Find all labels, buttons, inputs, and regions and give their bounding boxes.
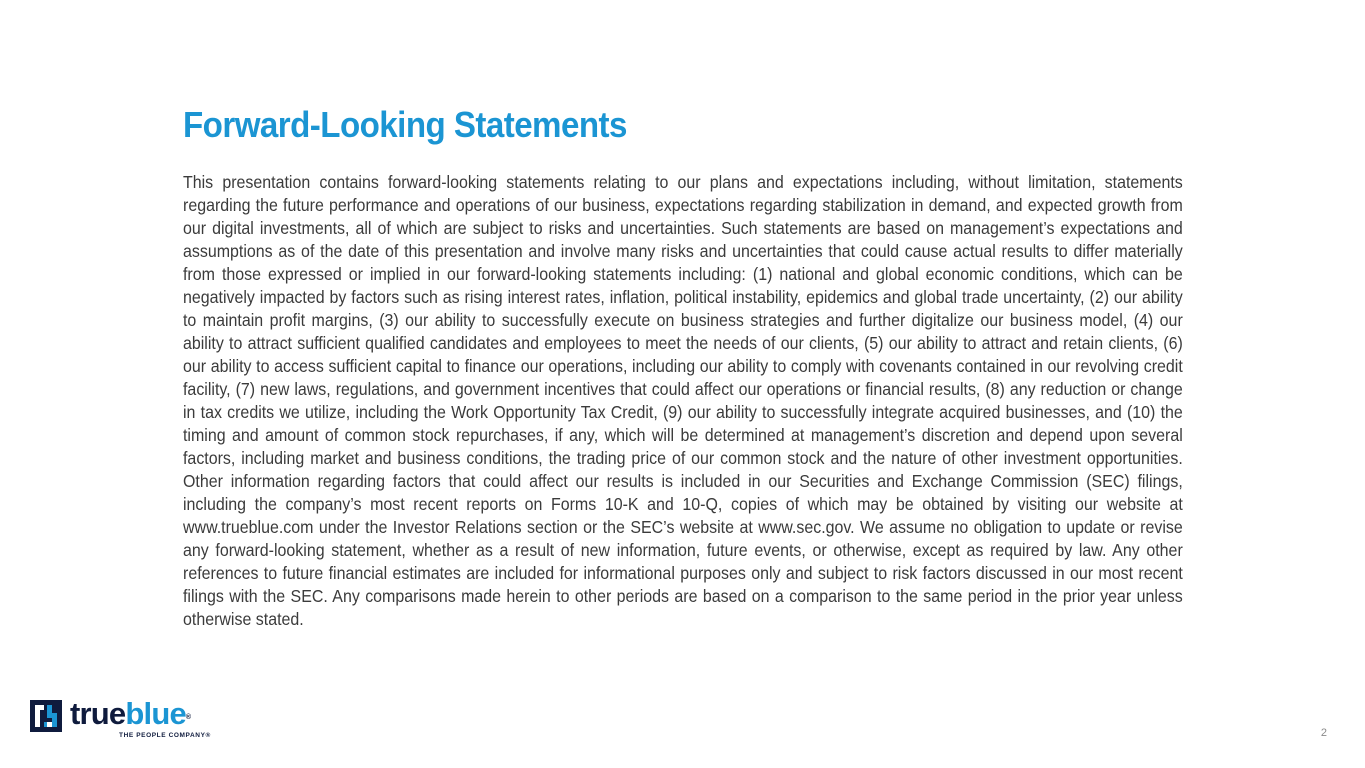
page-number: 2 xyxy=(1320,727,1327,739)
logo-word-blue: blue xyxy=(125,696,186,731)
slide-title: Forward-Looking Statements xyxy=(183,104,627,145)
trueblue-logo xyxy=(30,696,220,743)
forward-looking-statement-text: This presentation contains forward-looking statements relating to our plans and expectations including, without limitation, statements regarding the future performance and operations of our business, expectations regarding stabilization in demand, and expected growth from our digital investments, all of which are subject to risks and uncertainties. Such statements are based on management’s expectations and assumptions as of the date of this presentation and involve many risks and uncertainties that could cause actual results to differ materially from those expressed or implied in our forward-looking statements including: (1) national and global economic conditions, which can be negatively impacted by factors such as rising interest rates, inflation, political instability, epidemics and global trade uncertainty, (2) our ability to maintain profit margins, (3) our ability to successfully execute on business strategies and further digitalize our business model, (4) our ability to attract sufficient qualified candidates and employees to meet the needs of our clients, (5) our ability to attract and retain clients, (6) our ability to access sufficient capital to finance our operations, including our ability to comply with covenants contained in our revolving credit facility, (7) new laws, regulations, and government incentives that could affect our operations or financial results, (8) any reduction or change in tax credits we utilize, including the Work Opportunity Tax Credit, (9) our ability to successfully integrate acquired businesses, and (10) the timing and amount of common stock repurchases, if any, which will be determined at management’s discretion and depend upon several factors, including market and business conditions, the trading price of our common stock and the nature of other investment opportunities. Other information regarding factors that could affect our results is included in our Securities and Exchange Commission (SEC) filings, including the company’s most recent reports on Forms 10-K and 10-Q, copies of which may be obtained by visiting our website at www.trueblue.com under the Investor Relations section or the SEC’s website at www.sec.gov. We assume no obligation to update or revise any forward-looking statement, whether as a result of new information, future events, or otherwise, except as required by law. Any other references to future financial estimates are included for informational purposes only and subject to risk factors discussed in our most recent filings with the SEC. Any comparisons made herein to other periods are based on a comparison to the same period in the prior year unless otherwise stated. xyxy=(183,172,1183,629)
trueblue-mark-icon xyxy=(30,700,62,732)
logo-registered-mark: ® xyxy=(185,714,192,721)
logo-tagline: THE PEOPLE COMPANY® xyxy=(119,732,211,739)
logo-word-true: true xyxy=(70,696,126,731)
logo-wordmark xyxy=(70,695,191,733)
